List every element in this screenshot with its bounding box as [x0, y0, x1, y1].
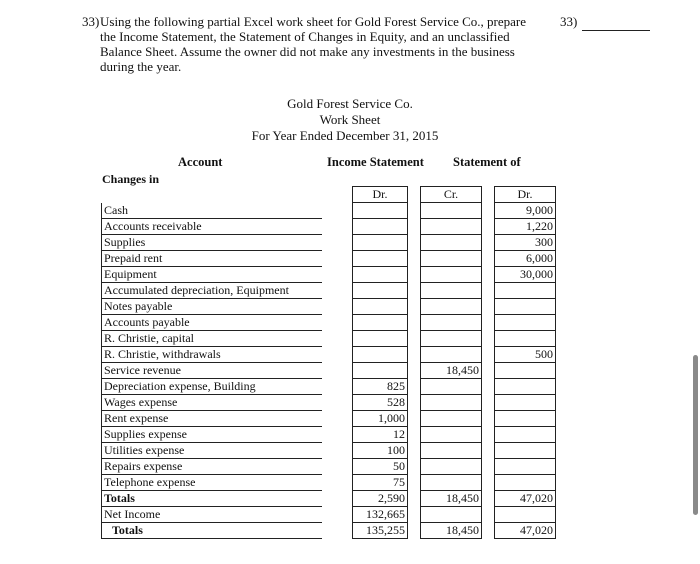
is-dr-header: Dr. — [353, 187, 408, 203]
income-dr-cell — [353, 203, 408, 219]
bs-dr-header: Dr. — [495, 187, 556, 203]
income-dr-cell: 50 — [353, 459, 408, 475]
income-dr-cell — [353, 267, 408, 283]
income-cr-cell — [421, 459, 482, 475]
changes-dr-cell: 6,000 — [495, 251, 556, 267]
changes-dr-cell: 30,000 — [495, 267, 556, 283]
dr-cr-header-row — [102, 187, 556, 203]
account-header: Account — [178, 155, 223, 169]
table-row — [102, 411, 556, 427]
table-row — [102, 219, 556, 235]
account-cell: Cash — [102, 203, 323, 219]
scrollbar[interactable] — [693, 355, 698, 515]
account-cell: Utilities expense — [102, 443, 323, 459]
changes-dr-cell — [495, 331, 556, 347]
changes-dr-cell: 300 — [495, 235, 556, 251]
income-dr-cell: 2,590 — [353, 491, 408, 507]
income-dr-cell: 135,255 — [353, 523, 408, 539]
account-cell: Supplies expense — [102, 427, 323, 443]
income-dr-cell: 75 — [353, 475, 408, 491]
income-dr-cell: 12 — [353, 427, 408, 443]
changes-dr-cell — [495, 315, 556, 331]
income-cr-cell — [421, 475, 482, 491]
table-row — [102, 491, 556, 507]
table-row — [102, 315, 556, 331]
income-dr-cell — [353, 251, 408, 267]
income-dr-cell: 1,000 — [353, 411, 408, 427]
income-dr-cell: 825 — [353, 379, 408, 395]
income-dr-cell — [353, 363, 408, 379]
table-row — [102, 507, 556, 523]
income-cr-cell — [421, 203, 482, 219]
income-cr-cell — [421, 411, 482, 427]
company-name: Gold Forest Service Co. — [287, 96, 413, 111]
income-dr-cell — [353, 235, 408, 251]
sheet-title: Work Sheet — [319, 112, 381, 127]
account-cell: Rent expense — [102, 411, 323, 427]
income-dr-cell — [353, 283, 408, 299]
account-cell: Prepaid rent — [102, 251, 323, 267]
account-cell: Depreciation expense, Building — [102, 379, 323, 395]
income-dr-cell: 528 — [353, 395, 408, 411]
income-cr-cell — [421, 443, 482, 459]
account-cell: Notes payable — [102, 299, 323, 315]
account-cell: Totals — [102, 523, 323, 539]
sheet-period: For Year Ended December 31, 2015 — [251, 128, 439, 143]
table-row — [102, 395, 556, 411]
changes-dr-cell — [495, 411, 556, 427]
answer-label: 33) — [560, 14, 578, 29]
changes-dr-cell — [495, 507, 556, 523]
account-cell: Accounts payable — [102, 315, 323, 331]
changes-dr-cell — [495, 475, 556, 491]
table-row — [102, 251, 556, 267]
income-statement-header: Income Statement — [327, 155, 424, 169]
income-dr-cell — [353, 315, 408, 331]
income-cr-cell — [421, 427, 482, 443]
account-cell: Accumulated depreciation, Equipment — [102, 283, 323, 299]
table-row — [102, 299, 556, 315]
account-cell: Accounts receivable — [102, 219, 323, 235]
table-row — [102, 523, 556, 539]
income-cr-cell: 18,450 — [421, 363, 482, 379]
income-cr-cell — [421, 347, 482, 363]
table-row — [102, 459, 556, 475]
account-cell: Equipment — [102, 267, 323, 283]
income-dr-cell — [353, 299, 408, 315]
income-cr-cell — [421, 235, 482, 251]
account-cell: Net Income — [102, 507, 323, 523]
account-cell: Repairs expense — [102, 459, 323, 475]
table-row — [102, 203, 556, 219]
table-row — [102, 235, 556, 251]
account-cell: Service revenue — [102, 363, 323, 379]
income-cr-cell — [421, 315, 482, 331]
changes-dr-cell — [495, 443, 556, 459]
income-dr-cell: 132,665 — [353, 507, 408, 523]
income-cr-cell: 18,450 — [421, 491, 482, 507]
income-cr-cell — [421, 379, 482, 395]
account-cell: Wages expense — [102, 395, 323, 411]
statement-of-header: Statement of — [453, 155, 521, 169]
changes-dr-cell: 9,000 — [495, 203, 556, 219]
table-row — [102, 267, 556, 283]
table-row — [102, 443, 556, 459]
changes-dr-cell: 1,220 — [495, 219, 556, 235]
changes-dr-cell — [495, 395, 556, 411]
income-cr-cell — [421, 395, 482, 411]
table-row — [102, 427, 556, 443]
changes-in-header: Changes in — [102, 172, 160, 186]
answer-blank[interactable] — [582, 30, 650, 31]
changes-dr-cell — [495, 427, 556, 443]
table-row — [102, 379, 556, 395]
changes-dr-cell — [495, 459, 556, 475]
table-row — [102, 363, 556, 379]
account-cell: R. Christie, capital — [102, 331, 323, 347]
changes-dr-cell: 47,020 — [495, 491, 556, 507]
worksheet-table — [101, 186, 556, 539]
income-cr-cell — [421, 507, 482, 523]
income-dr-cell — [353, 219, 408, 235]
table-row — [102, 475, 556, 491]
changes-dr-cell — [495, 379, 556, 395]
table-row — [102, 347, 556, 363]
income-dr-cell — [353, 331, 408, 347]
question-text: Using the following partial Excel work sheet for Gold Forest Service Co., prepare the Income Statement, the Statement of Changes in Equity, and an unclassified Balance Sheet. Assume the owner did not make any investments in the business during the year. — [100, 14, 526, 74]
income-cr-cell — [421, 331, 482, 347]
changes-dr-cell — [495, 283, 556, 299]
changes-dr-cell: 500 — [495, 347, 556, 363]
table-row — [102, 331, 556, 347]
account-cell: R. Christie, withdrawals — [102, 347, 323, 363]
changes-dr-cell — [495, 363, 556, 379]
account-cell: Totals — [102, 491, 323, 507]
changes-dr-cell — [495, 299, 556, 315]
changes-dr-cell: 47,020 — [495, 523, 556, 539]
income-cr-cell — [421, 219, 482, 235]
table-row — [102, 283, 556, 299]
income-cr-cell — [421, 267, 482, 283]
income-cr-cell — [421, 251, 482, 267]
account-cell: Telephone expense — [102, 475, 323, 491]
question-number: 33) — [82, 14, 100, 29]
account-cell: Supplies — [102, 235, 323, 251]
income-cr-cell — [421, 283, 482, 299]
income-dr-cell — [353, 347, 408, 363]
income-dr-cell: 100 — [353, 443, 408, 459]
income-cr-cell: 18,450 — [421, 523, 482, 539]
income-cr-cell — [421, 299, 482, 315]
is-cr-header: Cr. — [421, 187, 482, 203]
